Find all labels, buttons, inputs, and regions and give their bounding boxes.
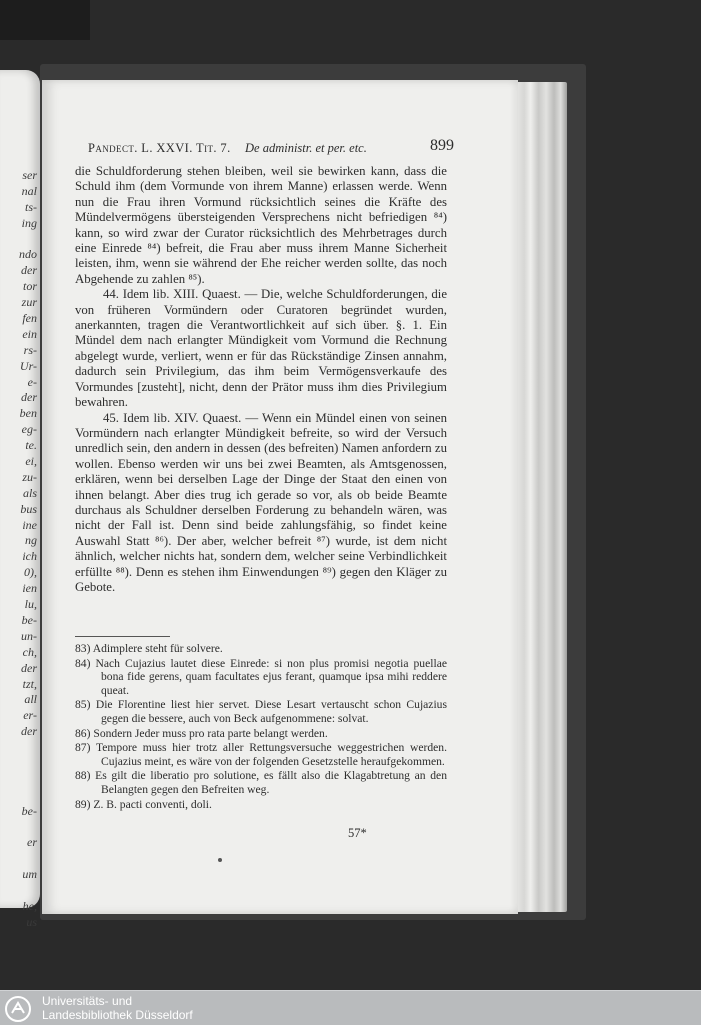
left-page-fragment: der [21, 263, 37, 278]
left-page-fragment: ine [22, 517, 37, 532]
left-page-fragment: us [26, 914, 37, 929]
footnote [75, 798, 447, 812]
left-page-fragment: ch, [22, 644, 37, 659]
left-page-fragment [0, 820, 40, 836]
right-page [42, 80, 518, 914]
left-page-fragment: bus [20, 501, 37, 516]
library-name-line2: Landesbibliothek Düsseldorf [42, 1008, 193, 1022]
footnote-number: 87) [75, 741, 91, 755]
left-page-fragment: er- [23, 708, 37, 723]
running-head [88, 137, 454, 158]
left-page-text-fragments [0, 168, 40, 963]
left-page-fragment: ich [22, 549, 37, 564]
left-page-fragment: ben [19, 406, 37, 421]
left-page-fragment: er [27, 835, 37, 850]
book-cover-edge [0, 0, 90, 40]
footnote [75, 741, 447, 768]
left-page-fragment [0, 740, 40, 756]
footnote-text: Tempore muss hier trotz aller Rettungsversuche weggestrichen werden. Cujazius meint, es wäre von der folgenden Gesetzstelle heraufgekommen. [95, 741, 447, 768]
footnote [75, 698, 447, 725]
left-page-fragment [0, 232, 40, 248]
left-page-fragment: ei, [25, 454, 37, 469]
left-page-fragment: all [24, 692, 37, 707]
footnote [75, 727, 447, 741]
left-page-fragment: der [21, 724, 37, 739]
footnote-number: 83) [75, 642, 91, 655]
body-paragraph: 44. Idem lib. XIII. Quaest. — Die, welche Schuldforderungen, die von früheren Vormündern oder Curatoren begründet wurden, anerkannten, tragen die Verantwortlichkeit auf sich über. §. 1. Ein Mündel dem nach erlangter Mündigkeit vom Vormund die Rechnung abgelegt wurde, verliert, wenn er für das Rückständige Zinsen annahm, dadurch sein Privilegium, das ihm beim Vermögensverkaufe des Vormundes [zusteht], nicht, denn der Prätor muss ihm dies Privilegium bewahren. [75, 287, 447, 410]
page-edges [515, 82, 567, 912]
library-footer [0, 990, 701, 1025]
footnote-number: 86) [75, 726, 91, 740]
running-head-right: De administr. et per. etc. [245, 141, 367, 155]
body-paragraph: 45. Idem lib. XIV. Quaest. — Wenn ein Mündel einen von seinen Vormündern nach erlangter Mündigkeit befreite, so wird der Versuch unredlich sein, den andern in dessen (des befreiten) Namen anfordern zu wollen. Ebenso werden wir uns bei zwei Beamten, als Amtsgenossen, erklären, wenn bei derselben Lage der Dinge der Staat den einen von ihnen belangt. Aber dies trug ich gerade so vor, als ob beide Beamte durchaus als Schuldner derselben Forderung zu behandeln wären, was nicht der Fall ist. Denn sind beide zahlungsfähig, so findet keine Auswahl Statt ⁸⁶). Der aber, welcher befreit ⁸⁷) wurde, ist dem nicht ähnlich, welcher nichts hat, sondern dem, welcher seine Verbindlichkeit erfüllte ⁸⁸). Denn es stehen ihm Einwendungen ⁸⁹) gegen den Kläger zu Gebote. [75, 410, 447, 594]
left-page-fragment: ing [21, 215, 37, 230]
left-page-fragment: tor [22, 279, 37, 294]
footnote-text: Adimplere steht für solvere. [92, 642, 223, 655]
left-page-fragment: der [21, 660, 37, 675]
left-page-fragment: ien [22, 581, 37, 596]
left-page-fragment: zur [21, 295, 37, 310]
left-page-fragment [0, 931, 40, 947]
ink-dot [218, 858, 222, 862]
left-page-fragment: Ur- [19, 358, 37, 373]
library-logo-icon [4, 995, 32, 1023]
left-page-fragment: be- [21, 612, 37, 627]
left-page [0, 70, 40, 929]
left-page-fragment: ng [25, 533, 37, 548]
left-page-fragment [0, 947, 40, 963]
left-page-fragment: eg- [21, 422, 37, 437]
library-name [42, 994, 193, 1022]
left-page-fragment [0, 851, 40, 867]
left-page-fragment: ser [22, 168, 37, 182]
left-page-fragment: ts- [25, 199, 37, 214]
body-paragraph: die Schuldforderung stehen bleiben, weil sie bewirken kann, dass die Schuld ihm (dem Vormunde von ihrem Manne) erlassen werde. Wenn nun die Frau ihren Vormund rücksichtlich seines die Kräfte des Mündelvermögens übersteigenden Versprechens nicht befriedigen ⁸⁴) kann, so wird zwar der Curator rücksichtlich des Mehrbetrages durch eine Einrede ⁸⁴) befreit, die Frau aber muss ihrem Manne Sicherheit leisten, ihm, wenn sie während der Ehe reicher werden sollte, das noch Abgehende zu zahlen ⁸⁵). [75, 164, 447, 286]
footnote-text: Sondern Jeder muss pro rata parte belangt werden. [93, 726, 328, 740]
left-page-fragment: lu, [24, 597, 37, 612]
running-head-left: Pandect. L. XXVI. Tit. 7. [88, 141, 231, 155]
library-name-line1: Universitäts- und [42, 994, 133, 1008]
left-page-fragment: rs- [23, 342, 37, 357]
left-page-fragment: als [22, 485, 37, 500]
left-page-fragment: zu- [22, 469, 37, 484]
footnote-number: 88) [75, 769, 91, 783]
left-page-fragment: ndo [19, 247, 37, 262]
left-page-fragment: tzt, [22, 676, 37, 691]
footnote-number: 84) [75, 656, 91, 670]
footnote [75, 769, 447, 796]
footnote-text: Nach Cujazius lautet diese Einrede: si non plus promisi negotia puellae bona fide gerens, quam facultates ejus ferant, quamque ipsa mihi reddere queat. [95, 656, 447, 697]
footnote [75, 657, 447, 698]
left-page-fragment [0, 756, 40, 772]
left-page-fragment: der [21, 390, 37, 405]
left-page-fragment: e- [27, 374, 37, 389]
left-page-fragment [0, 788, 40, 804]
footnote-number: 85) [75, 698, 91, 712]
left-page-fragment: he, [22, 898, 37, 913]
left-page-fragment: fen [22, 311, 37, 326]
page-number: 899 [430, 137, 454, 154]
footnote-text: Z. B. pacti conventi, doli. [93, 797, 212, 811]
left-page-fragment [0, 883, 40, 899]
left-page-fragment: 0), [24, 565, 37, 580]
footnote-text: Die Florentine liest hier servet. Diese Lesart vertauscht schon Cujazius gegen die bessere, auch von Beck aufgenommene: solvat. [95, 698, 447, 725]
printer-signature: 57* [348, 826, 367, 840]
left-page-fragment: ein [22, 326, 37, 341]
footnotes [75, 642, 447, 812]
footnote-separator [75, 636, 170, 637]
left-page-fragment: un- [21, 628, 37, 643]
left-page-fragment: um [22, 867, 37, 882]
body-text [75, 164, 447, 595]
left-page-fragment [0, 772, 40, 788]
left-page-fragment: nal [21, 183, 37, 198]
footnote-number: 89) [75, 797, 91, 811]
left-page-fragment: be- [21, 803, 37, 818]
footnote-text: Es gilt die liberatio pro solutione, es fällt also die Klagabtretung an den Belangten gegen den Befreiten weg. [95, 769, 447, 796]
left-page-fragment: te. [25, 438, 37, 453]
footnote [75, 642, 447, 656]
